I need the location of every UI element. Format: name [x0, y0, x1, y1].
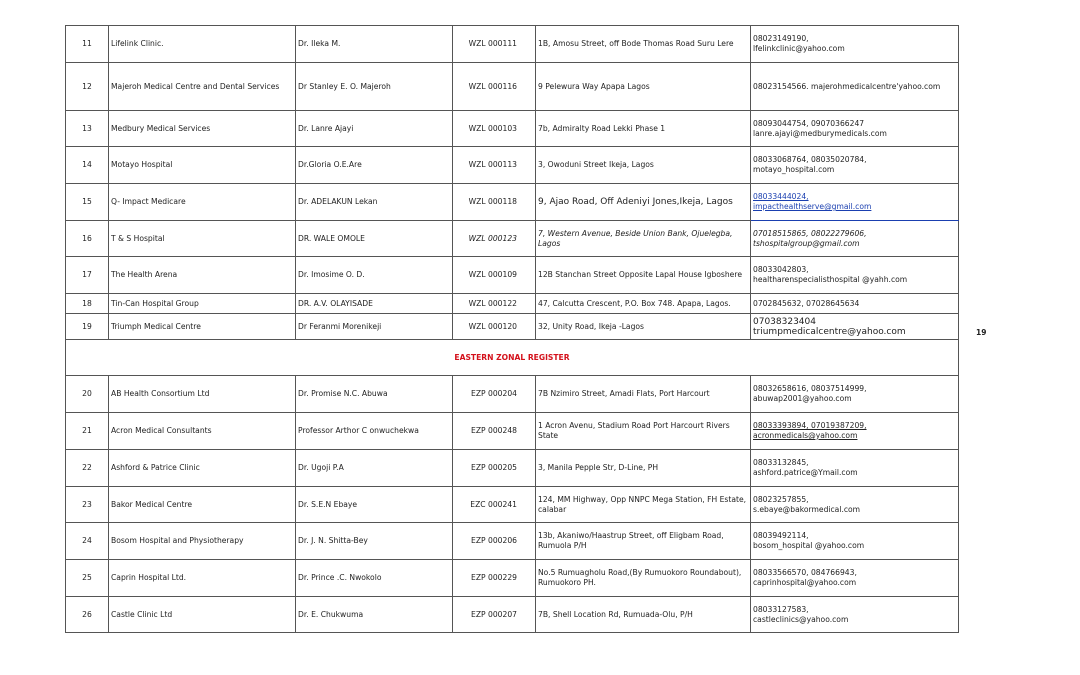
contact-phone: 08033132845, — [753, 458, 809, 467]
contact-phone: 08033393894, 07019387209, — [753, 421, 867, 430]
registration-code: EZP 000229 — [453, 560, 536, 597]
address: 7, Western Avenue, Beside Union Bank, Ojuelegba, Lagos — [536, 221, 751, 257]
facility-name: Acron Medical Consultants — [109, 413, 296, 450]
doctor-name: Dr. S.E.N Ebaye — [296, 487, 453, 523]
table-row — [66, 450, 959, 487]
contact-phone: 08093044754, 09070366247 — [753, 118, 865, 128]
registration-code: EZP 000248 — [453, 413, 536, 450]
contact — [751, 184, 959, 221]
contact-phone: 08033127583, — [753, 604, 809, 614]
row-number: 11 — [66, 26, 109, 63]
address: 1B, Amosu Street, off Bode Thomas Road Suru Lere — [536, 26, 751, 63]
contact-email: tshospitalgroup@gmail.com — [753, 238, 860, 248]
doctor-name: Dr. ADELAKUN Lekan — [296, 184, 453, 221]
table-row — [66, 413, 959, 450]
address: 1 Acron Avenu, Stadium Road Port Harcourt Rivers State — [536, 413, 751, 450]
address: 13b, Akaniwo/Haastrup Street, off Eligbam Road, Rumuola P/H — [536, 523, 751, 560]
address: 32, Unity Road, Ikeja -Lagos — [536, 314, 751, 340]
contact — [751, 597, 959, 633]
doctor-name: Dr. Ileka M. — [296, 26, 453, 63]
contact-phone: 0702845632, 07028645634 — [753, 298, 860, 308]
contact — [751, 413, 959, 450]
row-number: 19 — [66, 314, 109, 340]
contact — [751, 523, 959, 560]
doctor-name: Dr. E. Chukwuma — [296, 597, 453, 633]
facility-name: The Health Arena — [109, 257, 296, 294]
row-number: 18 — [66, 294, 109, 314]
contact — [751, 63, 959, 111]
contact — [751, 294, 959, 314]
registration-code: WZL 000113 — [453, 147, 536, 184]
facility-name: Castle Clinic Ltd — [109, 597, 296, 633]
address: 124, MM Highway, Opp NNPC Mega Station, FH Estate, calabar — [536, 487, 751, 523]
contact-email: lanre.ajayi@medburymedicals.com — [753, 128, 887, 138]
contact — [751, 221, 959, 257]
registration-code: WZL 000109 — [453, 257, 536, 294]
contact-email: abuwap2001@yahoo.com — [753, 394, 852, 403]
contact-email: ashford.patrice@Ymail.com — [753, 468, 858, 477]
contact — [751, 111, 959, 147]
row-number: 21 — [66, 413, 109, 450]
registration-code: EZC 000241 — [453, 487, 536, 523]
facility-name: Tin-Can Hospital Group — [109, 294, 296, 314]
table-row — [66, 294, 959, 314]
contact-phone: 08033068764, 08035020784, — [753, 155, 867, 164]
contact-email: bosom_hospital @yahoo.com — [753, 541, 865, 550]
doctor-name: Dr Feranmi Morenikeji — [296, 314, 453, 340]
address: 7b, Admiralty Road Lekki Phase 1 — [536, 111, 751, 147]
registration-code: WZL 000103 — [453, 111, 536, 147]
contact-phone: 07018515865, 08022279606, — [753, 228, 867, 238]
doctor-name: Dr. Prince .C. Nwokolo — [296, 560, 453, 597]
contact-email[interactable]: impacthealthserve@gmail.com — [753, 202, 872, 211]
section-heading: EASTERN ZONAL REGISTER — [66, 340, 959, 376]
row-number: 13 — [66, 111, 109, 147]
row-number: 16 — [66, 221, 109, 257]
facility-name: Motayo Hospital — [109, 147, 296, 184]
contact-phone: 08039492114, — [753, 531, 809, 540]
contact-email: motayo_hospital.com — [753, 165, 835, 174]
row-number: 24 — [66, 523, 109, 560]
address: No.5 Rumuagholu Road,(By Rumuokoro Roundabout), Rumuokoro PH. — [536, 560, 751, 597]
row-number: 15 — [66, 184, 109, 221]
address: 47, Calcutta Crescent, P.O. Box 748. Apapa, Lagos. — [536, 294, 751, 314]
contact-email: healtharenspecialisthospital @yahh.com — [753, 275, 908, 284]
doctor-name: DR. A.V. OLAYISADE — [296, 294, 453, 314]
facility-name: Triumph Medical Centre — [109, 314, 296, 340]
contact-email: acronmedicals@yahoo.com — [753, 431, 858, 440]
address: 9, Ajao Road, Off Adeniyi Jones,Ikeja, Lagos — [536, 184, 751, 221]
address: 7B, Shell Location Rd, Rumuada-Olu, P/H — [536, 597, 751, 633]
contact-phone: 08033566570, 084766943, — [753, 568, 857, 577]
table-row — [66, 523, 959, 560]
address: 3, Owoduni Street Ikeja, Lagos — [536, 147, 751, 184]
table-row — [66, 26, 959, 63]
register-table — [65, 25, 959, 633]
address: 7B Nzimiro Street, Amadi Flats, Port Harcourt — [536, 376, 751, 413]
doctor-name: Dr.Gloria O.E.Are — [296, 147, 453, 184]
row-number: 26 — [66, 597, 109, 633]
facility-name: Majeroh Medical Centre and Dental Services — [109, 63, 296, 111]
facility-name: Medbury Medical Services — [109, 111, 296, 147]
contact-phone: 08023257855, — [753, 494, 809, 504]
contact-phone[interactable]: 08033444024, — [753, 192, 809, 201]
doctor-name: Dr Stanley E. O. Majeroh — [296, 63, 453, 111]
table-row — [66, 314, 959, 340]
address: 9 Pelewura Way Apapa Lagos — [536, 63, 751, 111]
page-number: 19 — [976, 328, 987, 337]
facility-name: Bosom Hospital and Physiotherapy — [109, 523, 296, 560]
contact-email: s.ebaye@bakormedical.com — [753, 504, 861, 514]
contact — [751, 487, 959, 523]
table-row — [66, 221, 959, 257]
contact-phone: 08032658616, 08037514999, — [753, 384, 867, 393]
contact — [751, 560, 959, 597]
address: 12B Stanchan Street Opposite Lapal House Igboshere — [536, 257, 751, 294]
contact — [751, 257, 959, 294]
facility-name: Bakor Medical Centre — [109, 487, 296, 523]
contact-email: castleclinics@yahoo.com — [753, 614, 849, 624]
registration-code: EZP 000204 — [453, 376, 536, 413]
contact-phone: 08023154566. majerohmedicalcentre'yahoo.com — [753, 81, 941, 91]
table-row — [66, 597, 959, 633]
row-number: 20 — [66, 376, 109, 413]
contact — [751, 450, 959, 487]
doctor-name: Dr. Lanre Ajayi — [296, 111, 453, 147]
row-number: 17 — [66, 257, 109, 294]
contact — [751, 376, 959, 413]
registration-code: WZL 000122 — [453, 294, 536, 314]
doctor-name: Dr. Promise N.C. Abuwa — [296, 376, 453, 413]
table-row — [66, 184, 959, 221]
registration-code: WZL 000123 — [453, 221, 536, 257]
section-row — [66, 340, 959, 376]
doctor-name: Dr. Ugoji P.A — [296, 450, 453, 487]
table-row — [66, 111, 959, 147]
doctor-name: DR. WALE OMOLE — [296, 221, 453, 257]
table-row — [66, 376, 959, 413]
table-row — [66, 147, 959, 184]
registration-code: WZL 000116 — [453, 63, 536, 111]
facility-name: AB Health Consortium Ltd — [109, 376, 296, 413]
row-number: 22 — [66, 450, 109, 487]
doctor-name: Dr. Imosime O. D. — [296, 257, 453, 294]
doctor-name: Professor Arthor C onwuchekwa — [296, 413, 453, 450]
row-number: 12 — [66, 63, 109, 111]
contact-phone: 07038323404 triumpmedicalcentre@yahoo.com — [753, 316, 906, 337]
table-row — [66, 560, 959, 597]
registration-code: EZP 000206 — [453, 523, 536, 560]
contact — [751, 147, 959, 184]
row-number: 14 — [66, 147, 109, 184]
facility-name: Caprin Hospital Ltd. — [109, 560, 296, 597]
contact-phone: 08023149190, — [753, 34, 809, 43]
address: 3, Manila Pepple Str, D-Line, PH — [536, 450, 751, 487]
row-number: 25 — [66, 560, 109, 597]
facility-name: Lifelink Clinic. — [109, 26, 296, 63]
contact-email: lfelinkclinic@yahoo.com — [753, 44, 845, 53]
facility-name: Ashford & Patrice Clinic — [109, 450, 296, 487]
registration-code: EZP 000205 — [453, 450, 536, 487]
registration-code: WZL 000120 — [453, 314, 536, 340]
contact — [751, 26, 959, 63]
contact-email: caprinhospital@yahoo.com — [753, 578, 857, 587]
facility-name: Q- Impact Medicare — [109, 184, 296, 221]
registration-code: WZL 000111 — [453, 26, 536, 63]
contact — [751, 314, 959, 340]
registration-code: WZL 000118 — [453, 184, 536, 221]
row-number: 23 — [66, 487, 109, 523]
doctor-name: Dr. J. N. Shitta-Bey — [296, 523, 453, 560]
contact-phone: 08033042803, — [753, 265, 809, 274]
table-row — [66, 257, 959, 294]
facility-name: T & S Hospital — [109, 221, 296, 257]
table-row — [66, 487, 959, 523]
table-row — [66, 63, 959, 111]
registration-code: EZP 000207 — [453, 597, 536, 633]
